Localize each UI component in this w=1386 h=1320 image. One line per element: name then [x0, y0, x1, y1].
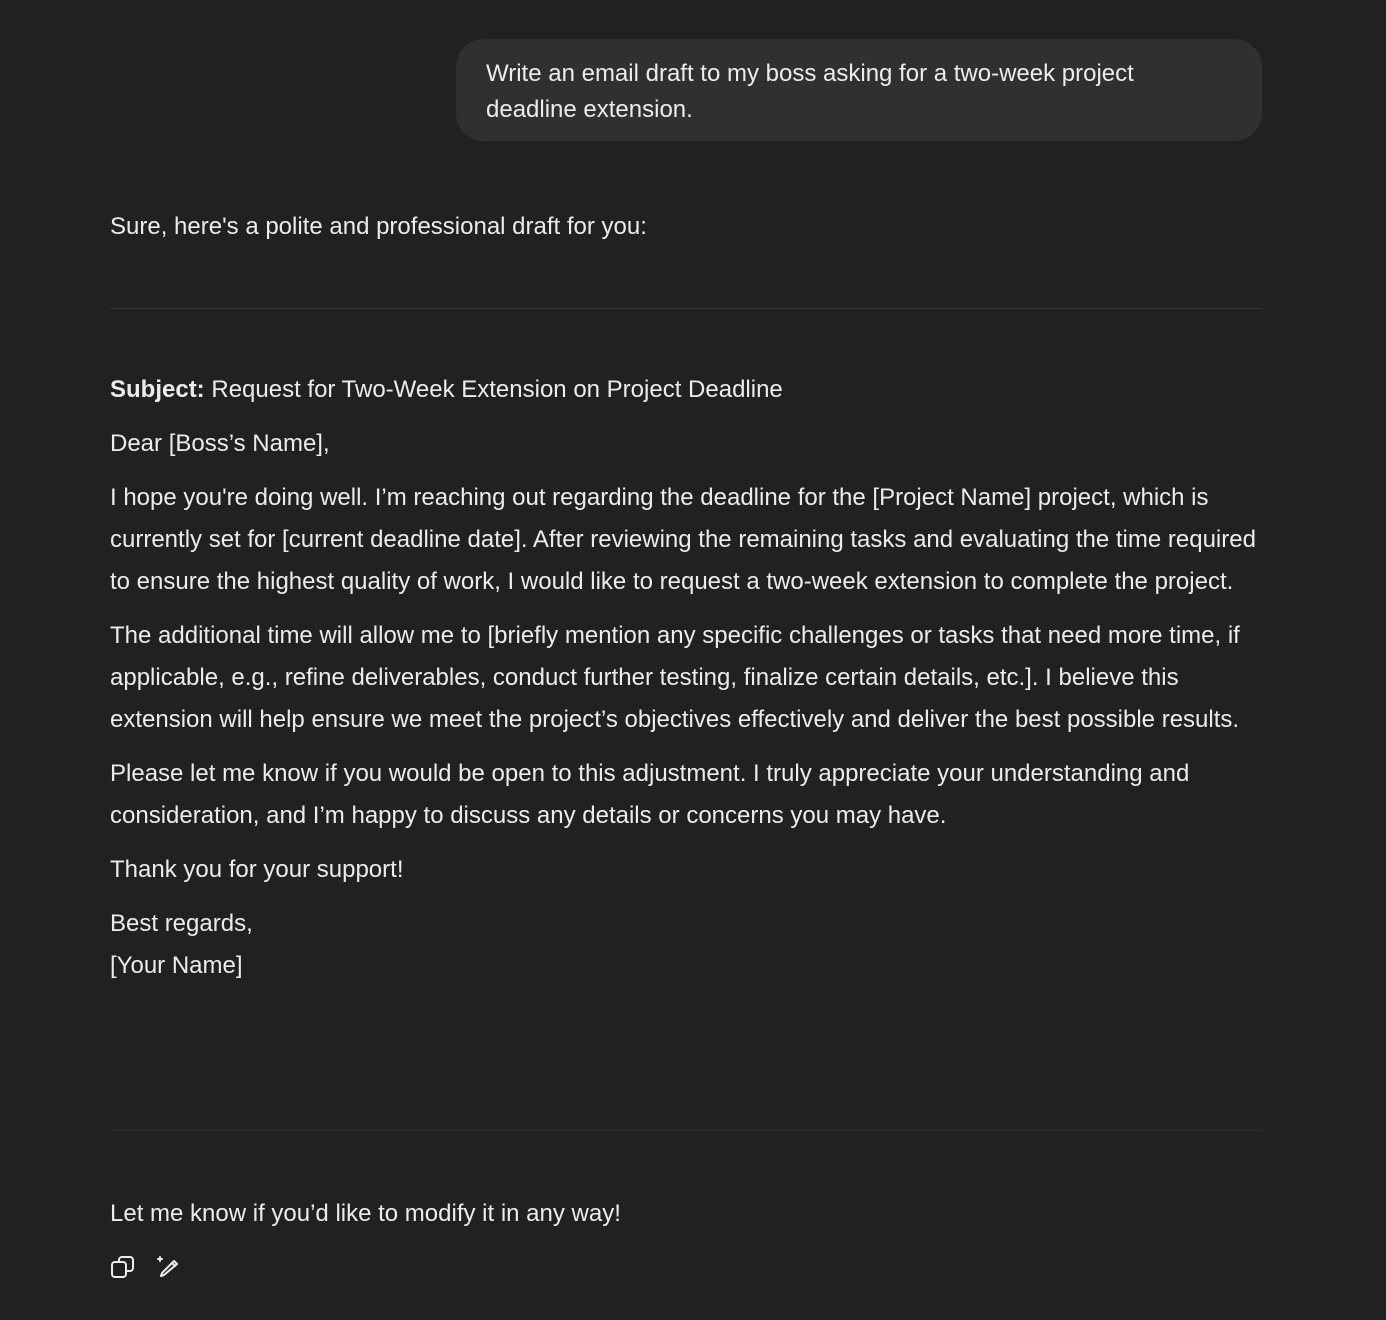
email-draft	[110, 369, 1262, 987]
email-paragraph-1: I hope you're doing well. I’m reaching out regarding the deadline for the [Project Name] project, which is currently set for [current deadline date]. After reviewing the remaining tasks and evaluating the time required to ensure the highest quality of work, I would like to request a two-week extension to complete the project.	[110, 484, 1256, 595]
edit-icon	[156, 1254, 182, 1280]
user-message-bubble	[456, 39, 1262, 141]
divider-top	[110, 308, 1262, 309]
email-name: [Your Name]	[110, 952, 243, 979]
email-thanks: Thank you for your support!	[110, 856, 404, 883]
copy-icon	[110, 1254, 136, 1280]
user-message-line-1: Write an email draft to my boss asking for a two-week project	[486, 60, 1134, 87]
subject-text: Request for Two-Week Extension on Project Deadline	[204, 376, 783, 403]
assistant-intro: Sure, here's a polite and professional draft for you:	[110, 213, 647, 240]
copy-button[interactable]	[110, 1254, 136, 1280]
email-signoff: Best regards,	[110, 910, 253, 937]
assistant-closing: Let me know if you’d like to modify it in any way!	[110, 1200, 621, 1227]
message-actions	[110, 1254, 182, 1280]
email-signature	[110, 903, 1262, 987]
email-paragraph-2: The additional time will allow me to [briefly mention any specific challenges or tasks that need more time, if applicable, e.g., refine deliverables, conduct further testing, finalize certain details, etc.]. I believe this extension will help ensure we meet the project’s objectives effectively and deliver the best possible results.	[110, 622, 1240, 733]
subject-label: Subject:	[110, 376, 205, 403]
divider-bottom	[110, 1130, 1262, 1131]
email-subject	[110, 369, 1262, 411]
user-message-line-2: deadline extension.	[486, 96, 693, 123]
edit-button[interactable]	[156, 1254, 182, 1280]
email-paragraph-3: Please let me know if you would be open to this adjustment. I truly appreciate your understanding and consideration, and I’m happy to discuss any details or concerns you may have.	[110, 760, 1190, 829]
email-greeting: Dear [Boss’s Name],	[110, 430, 330, 457]
